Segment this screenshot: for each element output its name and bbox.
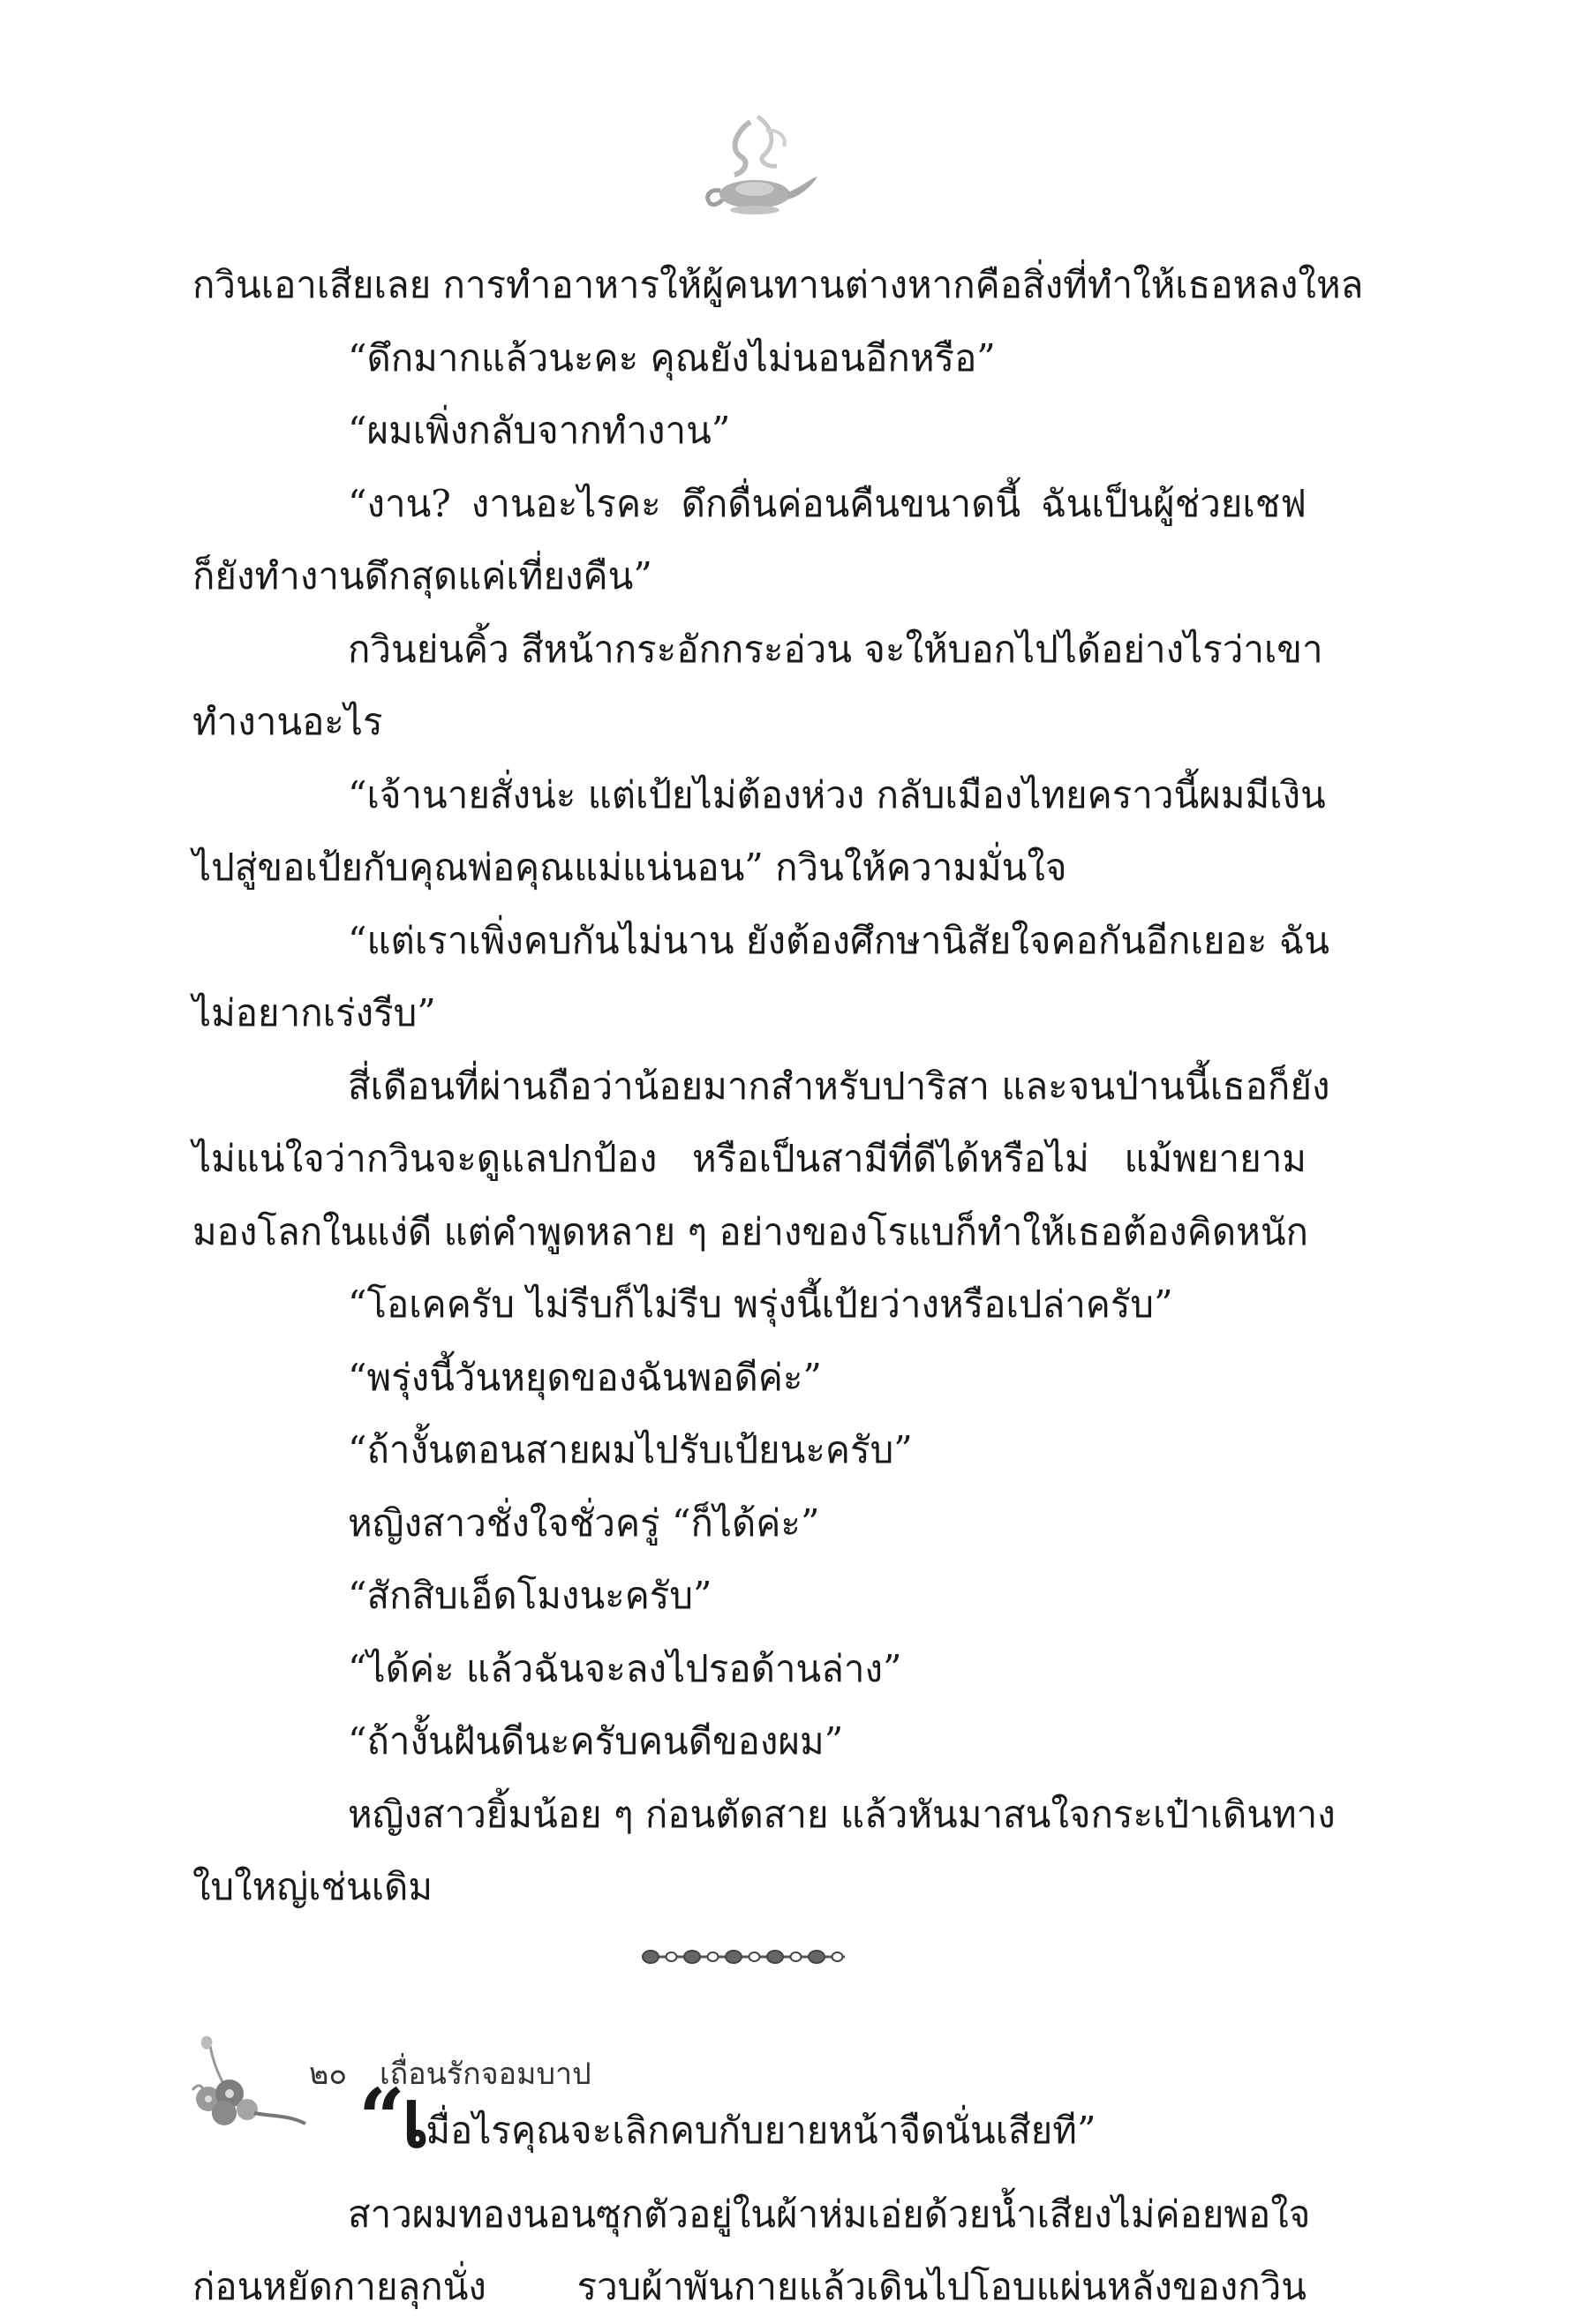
text-line: กวินย่นคิ้ว สีหน้ากระอักกระอ่วน จะให้บอกไปได้อย่างไรว่าเขา (348, 627, 1323, 671)
text-line: กวินเอาเสียเลย การทำอาหารให้ผู้คนทานต่างหากคือสิ่งที่ทำให้เธอหลงใหล (192, 263, 1364, 306)
text-line: “เจ้านายสั่งน่ะ แต่เป้ยไม่ต้องห่วง กลับเมืองไทยคราวนี้ผมมีเงิน (348, 772, 1326, 816)
text-line: ก็ยังทำงานดึกสุดแค่เที่ยงคืน” (192, 554, 652, 598)
text-line: ไม่อยากเร่งรีบ” (192, 991, 436, 1034)
book-title: เถื่อนรักจอมบาป (379, 2057, 591, 2092)
teapot-lamp-icon (689, 104, 821, 228)
text-line: “ผมเพิ่งกลับจากทำงาน” (348, 409, 731, 452)
text-line: “ถ้างั้นตอนสายผมไปรับเป้ยนะครับ” (348, 1428, 913, 1471)
text-line: ใบใหญ่เช่นเดิม (192, 1865, 433, 1908)
text-line: ก่อนหยัดกายลุกนั่ง รวบผ้าพันกายแล้วเดินไปโอบแผ่นหลังของกวิน (192, 2265, 1307, 2308)
text-line: “งาน? งานอะไรคะ ดึกดื่นค่อนคืนขนาดนี้ ฉันเป็นผู้ช่วยเชฟ (348, 481, 1307, 525)
text-line: สาวผมทองนอนซุกตัวอยู่ในผ้าห่มเอ่ยด้วยน้ำเสียงไม่ค่อยพอใจ (348, 2192, 1311, 2236)
drop-cap: “เ (358, 2070, 426, 2166)
text-line: ไปสู่ขอเป้ยกับคุณพ่อคุณแม่แน่นอน” กวินให้ความมั่นใจ (192, 846, 1067, 889)
text-line: ทำงานอะไร (192, 700, 383, 743)
text-line: หญิงสาวยิ้มน้อย ๆ ก่อนตัดสาย แล้วหันมาสนใจกระเป๋าเดินทาง (348, 1792, 1336, 1836)
flower-bouquet-icon (184, 2028, 316, 2134)
text-line: มองโลกในแง่ดี แต่คำพูดหลาย ๆ อย่างของโรแบก็ทำให้เธอต้องคิดหนัก (192, 1209, 1308, 1253)
text-line: “โอเคครับ ไม่รีบก็ไม่รีบ พรุ่งนี้เป้ยว่างหรือเปล่าครับ” (348, 1282, 1173, 1326)
drop-cap-rest: มื่อไรคุณจะเลิกคบกับยายหน้าจืดนั่นเสียที” (426, 2108, 1096, 2152)
page-number: ๒๐ (309, 2057, 348, 2092)
text-line: “สักสิบเอ็ดโมงนะครับ” (348, 1574, 712, 1617)
text-line: ไม่แน่ใจว่ากวินจะดูแลปกป้อง หรือเป็นสามีที่ดีได้หรือไม่ แม้พยายาม (192, 1137, 1307, 1180)
text-line: “ถ้างั้นฝันดีนะครับคนดีของผม” (348, 1719, 844, 1763)
text-line: สี่เดือนที่ผ่านถือว่าน้อยมากสำหรับปาริสา และจนป่านนี้เธอก็ยัง (348, 1064, 1330, 1108)
text-line: “ได้ค่ะ แล้วฉันจะลงไปรอด้านล่าง” (348, 1646, 902, 1690)
text-line: “แต่เราเพิ่งคบกันไม่นาน ยังต้องศึกษานิสัยใจคอกันอีกเยอะ ฉัน (348, 918, 1330, 962)
text-line: หญิงสาวชั่งใจชั่วครู่ “ก็ได้ค่ะ” (348, 1500, 820, 1545)
text-line: “ดึกมากแล้วนะคะ คุณยังไม่นอนอีกหรือ” (348, 335, 996, 380)
body-text (192, 249, 1364, 2324)
floral-chain-divider-icon (638, 1944, 850, 1970)
text-line: “พรุ่งนี้วันหยุดของฉันพอดีค่ะ” (348, 1355, 822, 1399)
page-footer (309, 2049, 614, 2097)
